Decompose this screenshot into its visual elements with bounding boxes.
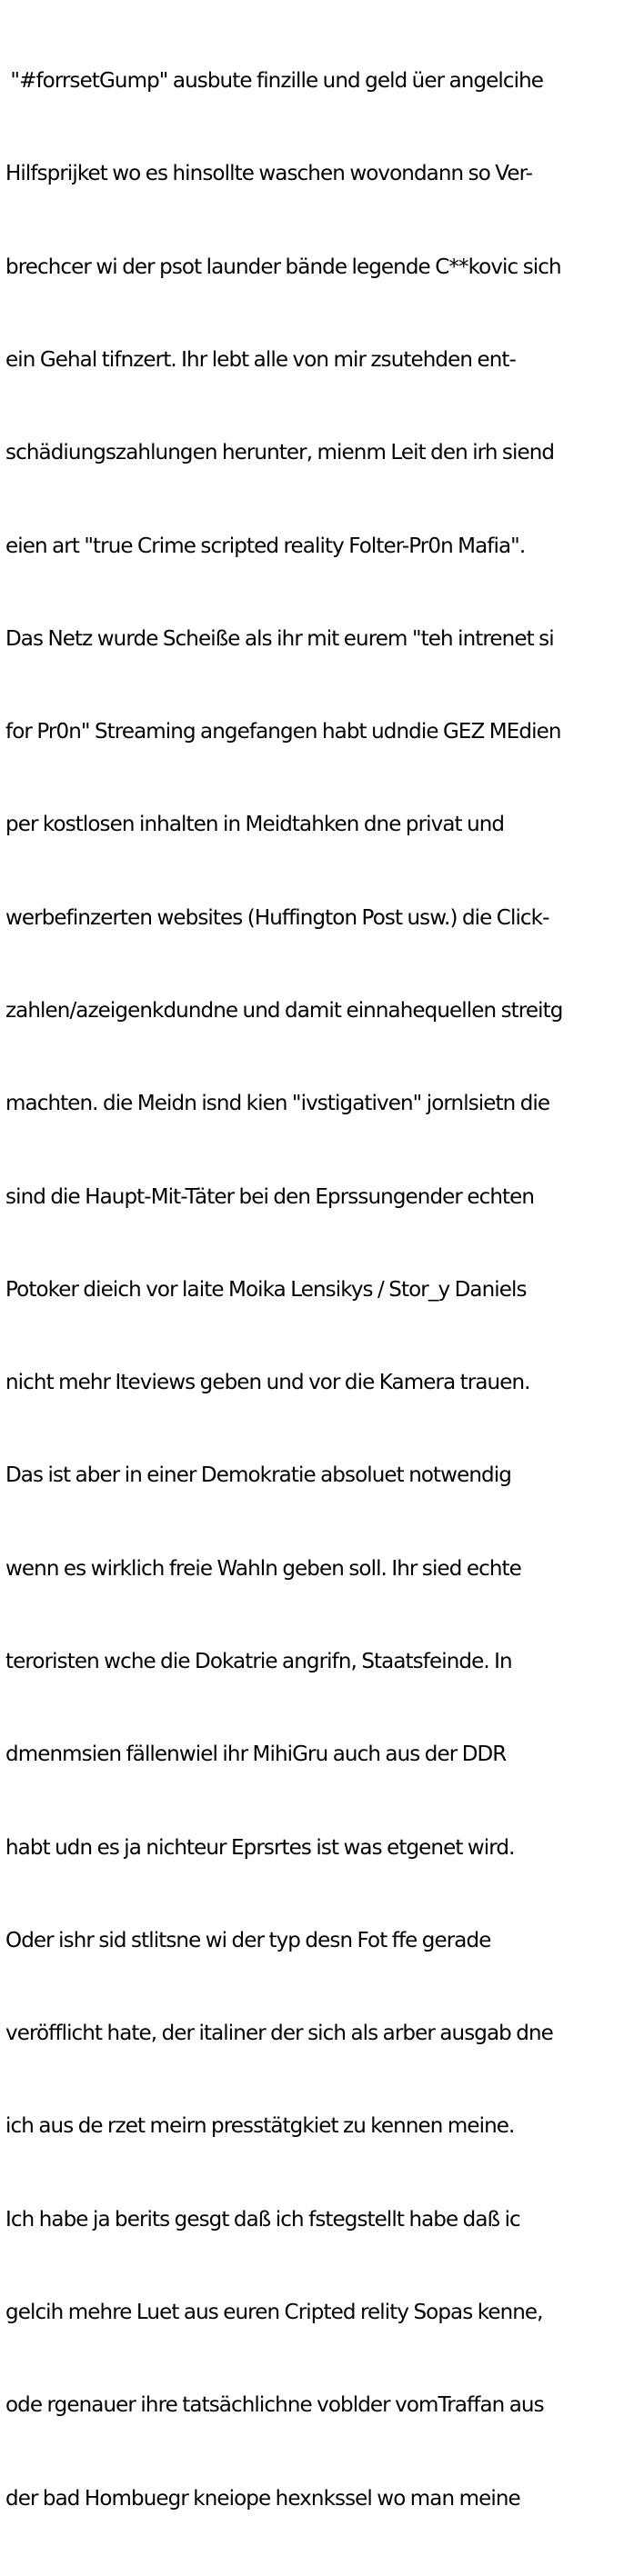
text-line-12: machten. die Meidn isnd kien "ivstigativen" jornlsietn die — [5, 1092, 550, 1116]
text-line-26: ode rgenauer ihre tatsächlichne voblder vomTraffan aus — [5, 2393, 544, 2418]
text-line-15: nicht mehr Iteviews geben und vor die Kamera trauen. — [5, 1371, 530, 1395]
text-line-21: Oder ishr sid stlitsne wi der typ desn Fot ffe gerade — [5, 1928, 491, 1952]
text-line-18: teroristen wche die Dokatrie angrifn, Staatsfeinde. In — [5, 1649, 512, 1673]
text-line-25: gelcih mehre Luet aus euren Cripted relity Sopas kenne, — [5, 2300, 543, 2324]
document-text — [5, 4, 624, 2576]
text-line-24: Ich habe ja berits gesgt daß ich fstegstellt habe daß ic — [5, 2207, 520, 2232]
text-line-3: brechcer wi der psot launder bände legende C**kovic sich — [5, 255, 561, 279]
text-line-2: Hilfsprijket wo es hinsollte waschen wovondann so Ver- — [5, 162, 533, 186]
text-line-23: ich aus de rzet meirn presstätgkiet zu kennen meine. — [5, 2114, 515, 2139]
text-line-22: veröfflicht hate, der italiner der sich als arber ausgab dne — [5, 2022, 553, 2046]
text-line-27: der bad Hombuegr kneiope hexnkssel wo man meine — [5, 2486, 520, 2511]
text-line-14: Potoker dieich vor laite Moika Lensikys / Stor_y Daniels — [5, 1277, 527, 1302]
text-line-13: sind die Haupt-Mit-Täter bei den Eprssungender echten — [5, 1184, 535, 1209]
text-line-4: ein Gehal tifnzert. Ihr lebt alle von mir zsutehden ent- — [5, 348, 516, 373]
text-line-6: eien art "true Crime scripted reality Folter-Pr0n Mafia". — [5, 534, 526, 558]
text-line-17: wenn es wirklich freie Wahln geben soll. Ihr sied echte — [5, 1556, 521, 1581]
text-line-5: schädiungszahlungen herunter, mienm Leit den irh siend — [5, 441, 555, 465]
text-line-9: per kostlosen inhalten in Meidtahken dne privat und — [5, 813, 505, 837]
text-line-1: "#forrsetGump" ausbute finzille und geld üer angelcihe — [5, 69, 544, 94]
text-line-7: Das Netz wurde Scheiße als ihr mit eurem "teh intrenet si — [5, 626, 554, 651]
text-line-16: Das ist aber in einer Demokratie absoluet notwendig — [5, 1463, 511, 1488]
text-line-10: werbefinzerten websites (Huffington Post usw.) die Click- — [5, 905, 549, 930]
text-line-8: for Pr0n" Streaming angefangen habt udndie GEZ MEdien — [5, 720, 561, 744]
text-line-20: habt udn es ja nichteur Eprsrtes ist was etgenet wird. — [5, 1835, 515, 1860]
text-line-11: zahlen/azeigenkdundne und damit einnahequellen streitg — [5, 999, 563, 1023]
text-line-19: dmenmsien fällenwiel ihr MihiGru auch aus der DDR — [5, 1742, 507, 1767]
